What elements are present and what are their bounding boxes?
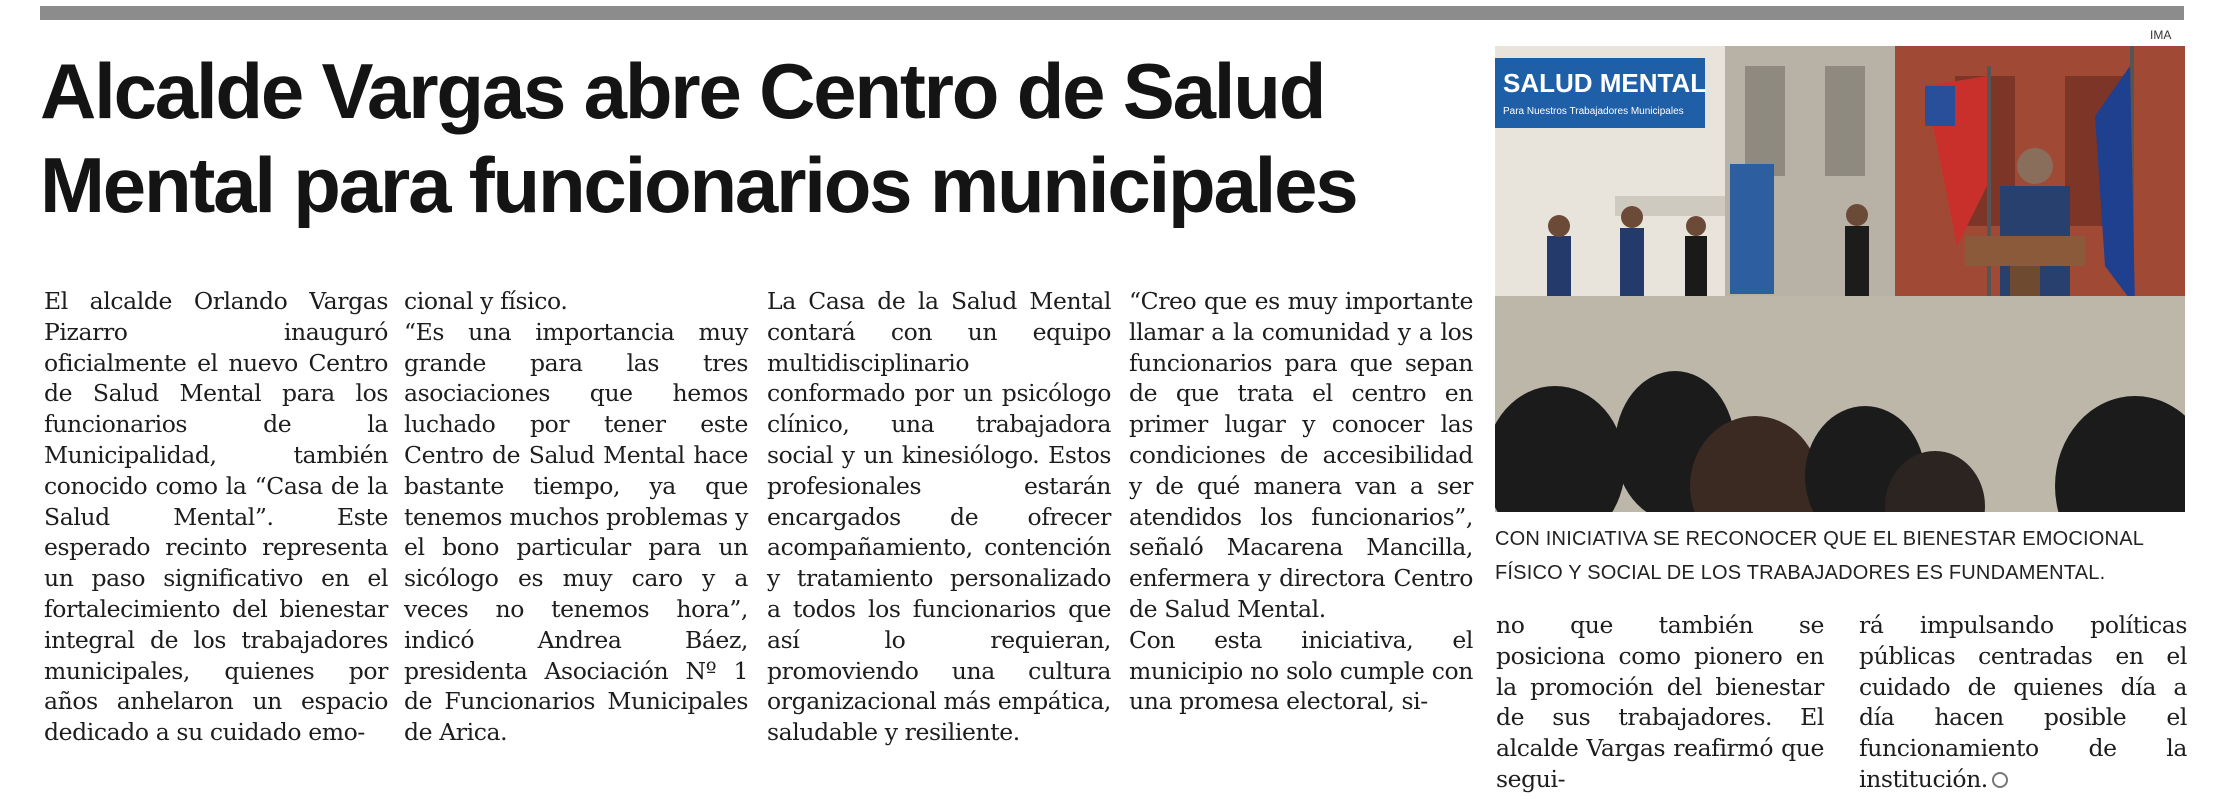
end-of-article-icon (1992, 772, 2008, 788)
paragraph (1859, 610, 2187, 795)
news-photo (1495, 46, 2185, 512)
paragraph: “Creo que es muy importante llamar a la comunidad y a los funcionarios para que sepan de que trata el centro en primer lugar y conocer las condiciones de accesibilidad y de qué manera van a ser atendidos los funcionarios”, señaló Macarena Mancilla, enfermera y directora Centro de Salud Mental. (1129, 287, 1473, 623)
paragraph: Con esta iniciativa, el municipio no solo cumple con una promesa electoral, si- (1129, 625, 1473, 716)
paragraph: no que también se posiciona como pionero en la promoción del bienestar de sus trabajadores. El alcalde Vargas reafirmó que segui- (1496, 611, 1824, 793)
article-column-2 (404, 286, 748, 748)
paragraph: El alcalde Orlando Vargas Pizarro inauguró oficialmente el nuevo Centro de Salud Mental para los funcionarios de la Municipalidad, también conocido como la “Casa de la Salud Mental”. Este esperado recinto representa un paso significativo en el fortalecimiento del bienestar integral de los trabajadores municipales, quienes por años anhelaron un espacio dedicado a su cuidado emo- (44, 287, 388, 747)
top-rule (40, 6, 2184, 20)
article-column-1 (44, 286, 388, 748)
photo-credit: IMA (2150, 28, 2172, 42)
article-column-6 (1859, 610, 2187, 795)
paragraph-text: rá impulsando políticas públicas centradas en el cuidado de quienes día a día hacen posible el funcionamiento de la institución. (1859, 611, 2187, 793)
article-column-3 (767, 286, 1111, 748)
caption-line-1: CON INICIATIVA SE RECONOCER QUE EL BIENESTAR EMOCIONAL (1495, 528, 2145, 550)
sign-subtitle: Para Nuestros Trabajadores Municipales (1503, 106, 1684, 117)
sign-title: SALUD MENTAL (1503, 68, 1707, 98)
photo-caption (1495, 522, 2195, 590)
headline (40, 44, 1480, 232)
paragraph: cional y físico. (404, 287, 568, 315)
paragraph: “Es una importancia muy grande para las tres asociaciones que hemos luchado por tener este Centro de Salud Mental hace bastante tiempo, ya que tenemos muchos problemas y el bono particular para un sicólogo es muy caro y a veces no tenemos hora”, indicó Andrea Báez, presidenta Asociación Nº 1 de Funcionarios Municipales de Arica. (404, 317, 748, 747)
caption-line-2: FÍSICO Y SOCIAL DE LOS TRABAJADORES ES FUNDAMENTAL. (1495, 562, 2106, 584)
article-column-5 (1496, 610, 1824, 795)
headline-line-1: Alcalde Vargas abre Centro de Salud (40, 47, 1325, 135)
article-column-4 (1129, 286, 1473, 717)
headline-line-2: Mental para funcionarios municipales (40, 141, 1357, 229)
paragraph: La Casa de la Salud Mental contará con un equipo multidisciplinario conformado por un psicólogo clínico, una trabajadora social y un kinesiólogo. Estos profesionales estarán encargados de ofrecer acompañamiento, contención y tratamiento personalizado a todos los funcionarios que así lo requieran, promoviendo una cultura organizacional más empática, saludable y resiliente. (767, 287, 1111, 747)
